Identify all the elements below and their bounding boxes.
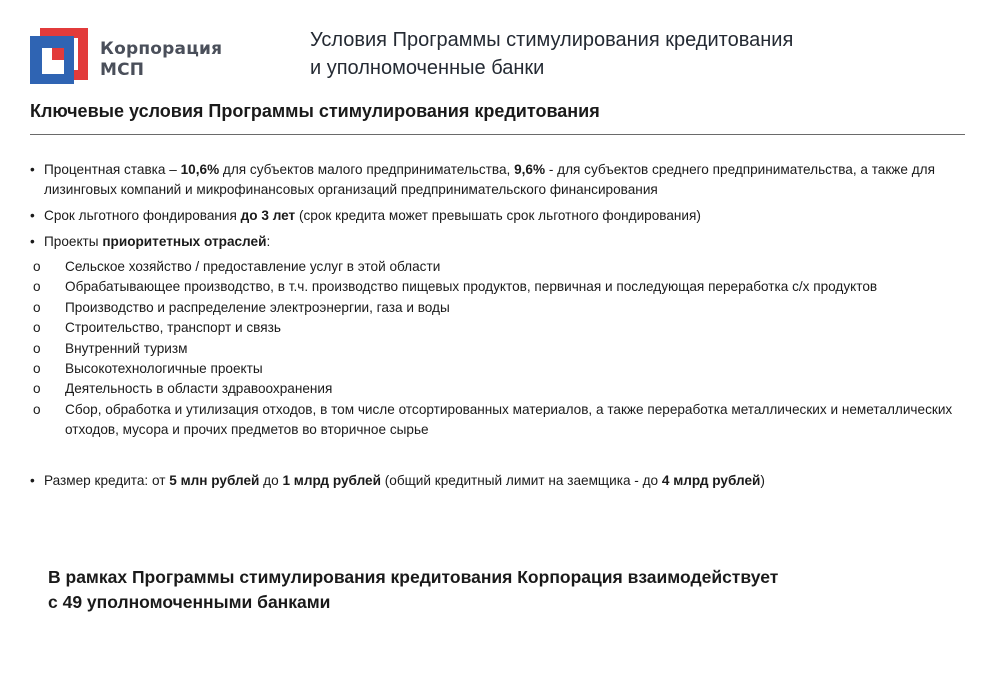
list-item <box>33 277 965 297</box>
rate-text-1: Процентная ставка – <box>44 162 181 177</box>
logo-line-1: Корпорация <box>100 39 223 59</box>
sub-marker: o <box>33 361 41 377</box>
sub-marker: o <box>33 299 41 315</box>
sector-label: Высокотехнологичные проекты <box>65 361 263 377</box>
slide-title-line-1: Условия Программы стимулирования кредитования <box>310 29 794 51</box>
bullet-marker: • <box>30 162 35 177</box>
sub-marker: o <box>33 320 41 336</box>
projects-text-1: Проекты <box>44 234 103 249</box>
conclusion-line-2: с 49 уполномоченными банками <box>48 592 331 612</box>
size-min: 5 млн рублей <box>169 472 260 488</box>
bullet-priority-sectors <box>30 232 965 252</box>
sector-label: Внутренний туризм <box>65 340 188 356</box>
list-item <box>33 298 965 318</box>
bullet-marker: • <box>30 208 35 223</box>
size-text-1: Размер кредита: от <box>44 472 170 488</box>
sub-marker: o <box>33 340 41 356</box>
heading-divider <box>30 134 965 135</box>
sector-label: Производство и распределение электроэнергии, газа и воды <box>65 299 450 315</box>
slide-title <box>310 26 960 82</box>
projects-priority: приоритетных отраслей <box>102 234 267 249</box>
rate-small-business: 10,6% <box>180 162 220 177</box>
logo-emblem-icon <box>28 22 94 88</box>
sector-label: Строительство, транспорт и связь <box>65 320 281 336</box>
conclusion-line-1: В рамках Программы стимулирования кредитования Корпорация взаимодействует <box>48 567 779 587</box>
sub-marker: o <box>33 401 41 417</box>
conditions-list <box>30 160 965 491</box>
list-item <box>33 318 965 338</box>
list-item <box>33 339 965 359</box>
term-text-2: (срок кредита может превышать срок льготного фондирования) <box>295 208 701 223</box>
list-item <box>33 359 965 379</box>
rate-text-2: для субъектов малого предпринимательства, <box>219 162 515 177</box>
term-value: до 3 лет <box>240 208 296 223</box>
sub-marker: o <box>33 259 41 274</box>
sector-list <box>33 257 965 441</box>
sector-label: Сбор, обработка и утилизация отходов, в том числе отсортированных материалов, а также переработка металлических и неметаллических отходов, мусора и прочих предметов во вторичное сырье <box>65 401 953 438</box>
bullet-marker: • <box>30 472 35 488</box>
size-text-4: ) <box>760 472 765 488</box>
projects-text-2: : <box>266 234 271 249</box>
list-item <box>33 400 965 441</box>
rate-medium-business: 9,6% <box>514 162 546 177</box>
size-max: 1 млрд рублей <box>282 472 381 488</box>
logo-line-2: МСП <box>100 60 145 80</box>
list-item <box>33 379 965 399</box>
size-text-3: (общий кредитный лимит на заемщика - до <box>380 472 662 488</box>
rate-text-3: - для субъектов среднего предпринимательства, а также для лизинговых компаний и микрофинансовых организаций предпринимательского финансирования <box>44 162 935 197</box>
sector-label: Сельское хозяйство / предоставление услуг в этой области <box>65 259 441 274</box>
sub-marker: o <box>33 381 41 397</box>
bullet-marker: • <box>30 234 35 249</box>
bullet-loan-size <box>30 471 965 491</box>
logo-wordmark <box>100 39 222 81</box>
conclusion-statement <box>48 565 928 615</box>
corporation-logo[interactable] <box>28 22 238 88</box>
bullet-interest-rate <box>30 160 965 200</box>
size-text-2: до <box>259 472 283 488</box>
sub-marker: o <box>33 279 41 295</box>
sector-label: Деятельность в области здравоохранения <box>65 381 333 397</box>
bullet-funding-term <box>30 206 965 226</box>
section-heading: Ключевые условия Программы стимулирования кредитования <box>30 101 600 121</box>
sector-label: Обрабатывающее производство, в т.ч. производство пищевых продуктов, первичная и последующая переработка с/х продуктов <box>65 279 878 295</box>
slide-title-line-2: и уполномоченные банки <box>310 57 545 79</box>
list-item <box>33 257 965 277</box>
size-limit: 4 млрд рублей <box>661 472 761 488</box>
term-text-1: Срок льготного фондирования <box>44 208 241 223</box>
